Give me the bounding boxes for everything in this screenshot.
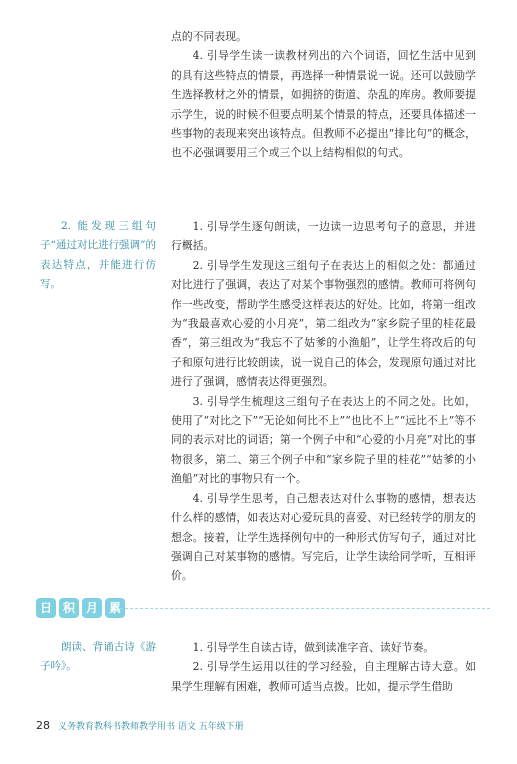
section-banner-riji-yuelei bbox=[36, 597, 128, 619]
paragraph: 2. 引导学生运用以往的学习经验，自主理解古诗大意。如果学生理解有困难，教师可适当点拨。比如，提示学生借助 bbox=[171, 660, 476, 693]
banner-divider bbox=[120, 608, 490, 609]
book-title: 义务教育教科书教师教学用书 语文 五年级下册 bbox=[58, 722, 244, 732]
section-continued-text bbox=[171, 27, 476, 163]
objective-note-poem bbox=[40, 638, 156, 677]
objective-text: 2. 能发现三组句子“通过对比进行强调”的表达特点，并能进行仿写。 bbox=[40, 220, 156, 291]
banner-char: 日 bbox=[36, 598, 56, 618]
page-footer bbox=[36, 719, 244, 732]
objective-text: 朗读、背诵古诗《游子吟》。 bbox=[40, 641, 156, 673]
banner-char: 积 bbox=[59, 598, 79, 618]
banner-char: 月 bbox=[82, 598, 102, 618]
objective-note-2 bbox=[40, 217, 156, 295]
paragraph: 1. 引导学生逐句朗读，一边读一边思考句子的意思，并进行概括。 bbox=[171, 220, 476, 253]
section-poem-steps bbox=[171, 638, 476, 696]
paragraph: 4. 引导学生思考，自己想表达对什么事物的感情，想表达什么样的感情，如表达对心爱玩具的喜爱、对已经转学的朋友的想念。接着，让学生选择例句中的一种形式仿写句子，通过对比强调自己对某事物的感情。写完后，让学生读给同学听，互相评价。 bbox=[171, 491, 476, 583]
section-teaching-steps bbox=[171, 217, 476, 586]
paragraph: 1. 引导学生自读古诗，做到读准字音、读好节奏。 bbox=[192, 641, 435, 654]
paragraph: 2. 引导学生发现这三组句子在表达上的相似之处：都通过对比进行了强调，表达了对某个事物强烈的感情。教师可将例句作一些改变，帮助学生感受这样表达的好处。比如，将第一组改为“我最喜欢心爱的小月亮”，第二组改为“家乡院子里的桂花最香”，第三组改为“我忘不了姑爹的小渔船”，让学生将改后的句子和原句进行比较朗读，说一说自己的体会，发现原句通过对比进行了强调，感情表达得更强烈。 bbox=[171, 258, 476, 389]
banner-char: 累 bbox=[105, 598, 125, 618]
paragraph: 3. 引导学生梳理这三组句子在表达上的不同之处。比如，使用了“对比之下”“无论如何比不上”“也比不上”“远比不上”等不同的表示对比的词语；第一个例子中和“心爱的小月亮”对比的事物很多，第二、第三个例子中和“家乡院子里的桂花”“姑爹的小渔船”对比的事物只有一个。 bbox=[171, 394, 476, 486]
paragraph: 点的不同表现。 bbox=[171, 30, 247, 43]
page-number: 28 bbox=[36, 719, 50, 732]
paragraph: 4. 引导学生读一读教材列出的六个词语，回忆生活中见到的具有这些特点的情景，再选择一种情景说一说。还可以鼓励学生选择教材之外的情景，如拥挤的街道、杂乱的库房。教师要提示学生，说的时候不但要点明某个情景的特点，还要具体描述一些事物的表现来突出该特点。但教师不必提出“排比句”的概念，也不必强调要用三个或三个以上结构相似的句式。 bbox=[171, 49, 476, 160]
